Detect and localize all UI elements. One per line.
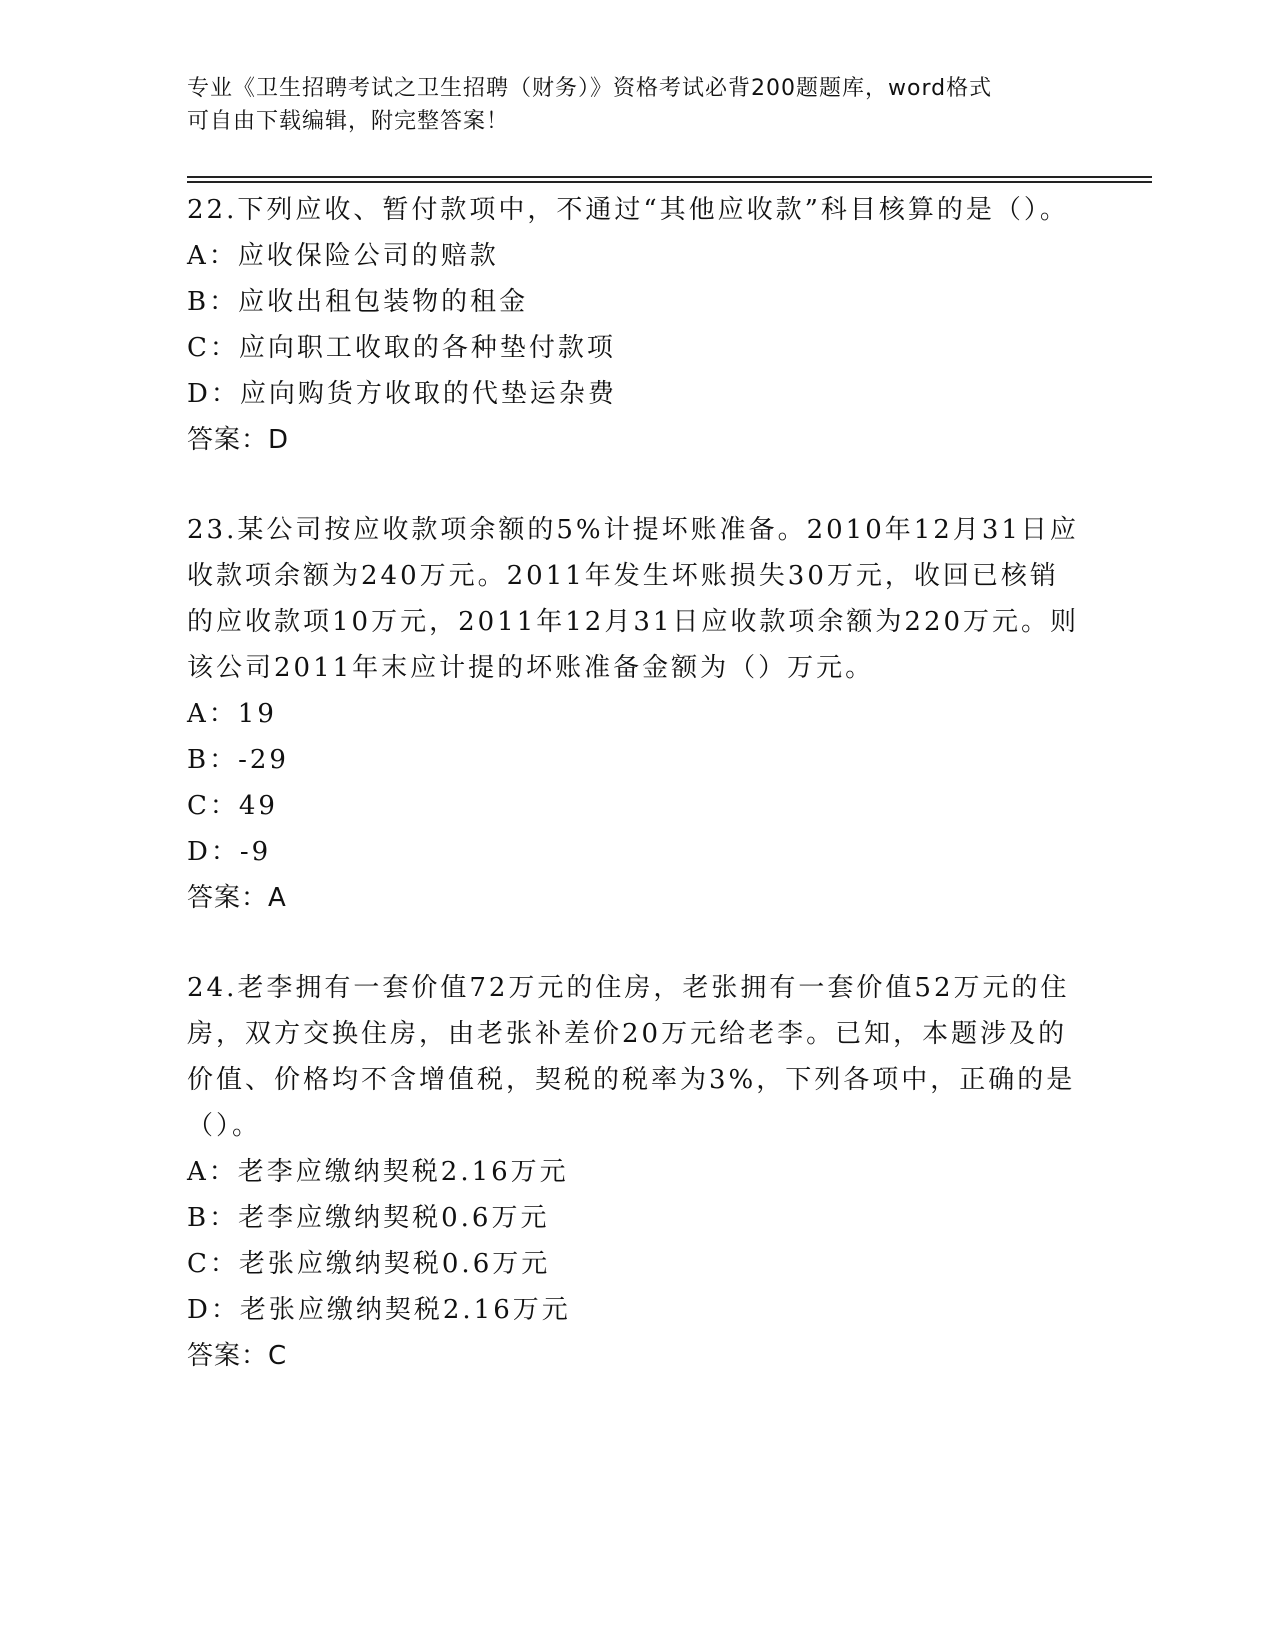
- header-line-2: 可自由下载编辑，附完整答案！: [187, 109, 510, 134]
- answer-label: 答案：C: [187, 1341, 288, 1371]
- header-divider-bottom: [187, 181, 1152, 183]
- option-d: D：-9: [187, 837, 272, 867]
- header-divider-top: [187, 176, 1152, 178]
- question-24: [187, 965, 1082, 1379]
- option-c: C：应向职工收取的各种垫付款项: [187, 333, 616, 363]
- question-22: [187, 187, 1082, 463]
- option-d: D：老张应缴纳契税2.16万元: [187, 1295, 571, 1325]
- option-b: B：-29: [187, 745, 289, 775]
- option-b: B：应收出租包装物的租金: [187, 287, 529, 317]
- option-c: C：老张应缴纳契税0.6万元: [187, 1249, 551, 1279]
- question-spacer: [187, 921, 1082, 965]
- document-header: [187, 72, 1087, 138]
- option-d: D：应向购货方收取的代垫运杂费: [187, 379, 617, 409]
- question-stem: 22.下列应收、暂付款项中，不通过“其他应收款”科目核算的是（）。: [187, 195, 1069, 225]
- answer-label: 答案：A: [187, 883, 287, 913]
- question-spacer: [187, 463, 1082, 507]
- option-a: A：19: [187, 699, 277, 729]
- question-23: [187, 507, 1082, 921]
- question-stem: 23.某公司按应收款项余额的5%计提坏账准备。2010年12月31日应收款项余额为240万元。2011年发生坏账损失30万元，收回已核销的应收款项10万元，2011年12月31日应收款项余额为220万元。则该公司2011年末应计提的坏账准备金额为（）万元。: [187, 515, 1080, 683]
- option-c: C：49: [187, 791, 278, 821]
- question-stem: 24.老李拥有一套价值72万元的住房，老张拥有一套价值52万元的住房，双方交换住房，由老张补差价20万元给老李。已知，本题涉及的价值、价格均不含增值税，契税的税率为3%，下列各项中，正确的是（）。: [187, 973, 1076, 1141]
- option-b: B：老李应缴纳契税0.6万元: [187, 1203, 550, 1233]
- header-line-1: 专业《卫生招聘考试之卫生招聘（财务）》资格考试必背200题题库，word格式: [187, 76, 993, 101]
- question-list: [187, 187, 1082, 1379]
- option-a: A：老李应缴纳契税2.16万元: [187, 1157, 569, 1187]
- answer-label: 答案：D: [187, 425, 290, 455]
- option-a: A：应收保险公司的赔款: [187, 241, 499, 271]
